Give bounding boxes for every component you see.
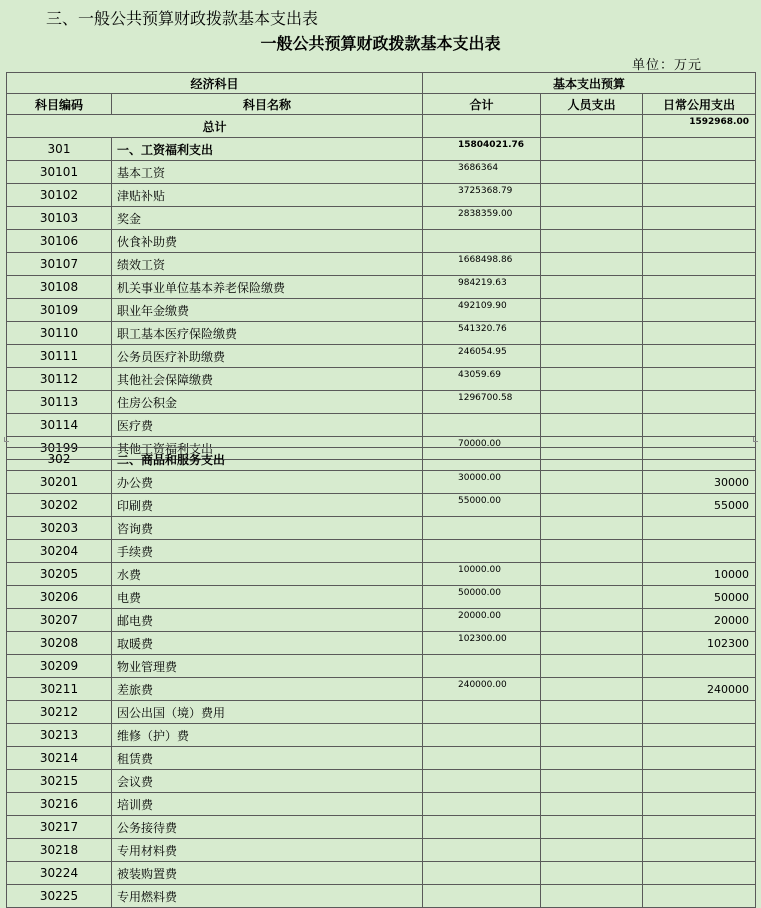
table-row bbox=[7, 563, 756, 586]
row-personnel bbox=[541, 184, 643, 207]
row-code: 30213 bbox=[7, 724, 112, 747]
row-name: 二、商品和服务支出 bbox=[112, 448, 423, 471]
row-code: 30215 bbox=[7, 770, 112, 793]
row-personnel bbox=[541, 655, 643, 678]
row-daily bbox=[643, 517, 756, 540]
row-personnel bbox=[541, 609, 643, 632]
grand-total-personnel bbox=[541, 115, 643, 138]
table-row bbox=[7, 632, 756, 655]
row-name: 津贴补贴 bbox=[112, 184, 423, 207]
row-total bbox=[423, 747, 541, 770]
row-total bbox=[423, 540, 541, 563]
row-code: 30203 bbox=[7, 517, 112, 540]
grand-total-total bbox=[423, 115, 541, 138]
row-personnel bbox=[541, 230, 643, 253]
row-daily bbox=[643, 540, 756, 563]
header-code: 科目编码 bbox=[7, 94, 112, 115]
row-code: 302 bbox=[7, 448, 112, 471]
row-daily bbox=[643, 747, 756, 770]
row-daily bbox=[643, 862, 756, 885]
row-total bbox=[423, 816, 541, 839]
row-daily bbox=[643, 793, 756, 816]
row-code: 30205 bbox=[7, 563, 112, 586]
row-total: 102300.00 bbox=[423, 632, 541, 655]
row-code: 30202 bbox=[7, 494, 112, 517]
row-code: 30211 bbox=[7, 678, 112, 701]
row-daily bbox=[643, 207, 756, 230]
row-total: 50000.00 bbox=[423, 586, 541, 609]
row-name: 职工基本医疗保险缴费 bbox=[112, 322, 423, 345]
row-personnel bbox=[541, 724, 643, 747]
header-name: 科目名称 bbox=[112, 94, 423, 115]
row-total: 20000.00 bbox=[423, 609, 541, 632]
crop-mark-left bbox=[4, 437, 9, 442]
header-budget: 基本支出预算 bbox=[423, 73, 756, 94]
table-row bbox=[7, 138, 756, 161]
row-total bbox=[423, 701, 541, 724]
row-total: 541320.76 bbox=[423, 322, 541, 345]
row-total: 3686364 bbox=[423, 161, 541, 184]
row-daily: 55000 bbox=[643, 494, 756, 517]
row-personnel bbox=[541, 448, 643, 471]
row-name: 住房公积金 bbox=[112, 391, 423, 414]
row-name: 因公出国（境）费用 bbox=[112, 701, 423, 724]
row-name: 租赁费 bbox=[112, 747, 423, 770]
row-total: 3725368.79 bbox=[423, 184, 541, 207]
row-name: 绩效工资 bbox=[112, 253, 423, 276]
table-row bbox=[7, 770, 756, 793]
table-row bbox=[7, 701, 756, 724]
row-personnel bbox=[541, 816, 643, 839]
row-code: 30112 bbox=[7, 368, 112, 391]
row-daily bbox=[643, 184, 756, 207]
row-total bbox=[423, 517, 541, 540]
row-code: 30109 bbox=[7, 299, 112, 322]
row-total: 55000.00 bbox=[423, 494, 541, 517]
row-personnel bbox=[541, 862, 643, 885]
row-personnel bbox=[541, 494, 643, 517]
row-total: 70000.00 bbox=[423, 437, 541, 460]
table-row bbox=[7, 391, 756, 414]
table-row bbox=[7, 299, 756, 322]
row-code: 30208 bbox=[7, 632, 112, 655]
table-row bbox=[7, 747, 756, 770]
row-total: 240000.00 bbox=[423, 678, 541, 701]
row-personnel bbox=[541, 563, 643, 586]
row-daily bbox=[643, 368, 756, 391]
row-daily: 10000 bbox=[643, 563, 756, 586]
row-total: 10000.00 bbox=[423, 563, 541, 586]
expenditure-table-part1 bbox=[6, 72, 756, 460]
row-code: 30110 bbox=[7, 322, 112, 345]
table-row bbox=[7, 586, 756, 609]
row-code: 30225 bbox=[7, 885, 112, 908]
row-daily bbox=[643, 448, 756, 471]
row-name: 其他工资福利支出 bbox=[112, 437, 423, 460]
table-row bbox=[7, 517, 756, 540]
row-total: 1296700.58 bbox=[423, 391, 541, 414]
row-personnel bbox=[541, 391, 643, 414]
table-row bbox=[7, 839, 756, 862]
table-row bbox=[7, 678, 756, 701]
row-personnel bbox=[541, 839, 643, 862]
table-row bbox=[7, 345, 756, 368]
row-daily bbox=[643, 724, 756, 747]
row-code: 30214 bbox=[7, 747, 112, 770]
row-code: 30101 bbox=[7, 161, 112, 184]
row-daily bbox=[643, 816, 756, 839]
row-name: 其他社会保障缴费 bbox=[112, 368, 423, 391]
row-daily: 30000 bbox=[643, 471, 756, 494]
row-name: 奖金 bbox=[112, 207, 423, 230]
table-row bbox=[7, 816, 756, 839]
row-code: 301 bbox=[7, 138, 112, 161]
row-daily bbox=[643, 701, 756, 724]
row-daily bbox=[643, 253, 756, 276]
row-total: 15804021.76 bbox=[423, 138, 541, 161]
row-total bbox=[423, 862, 541, 885]
row-code: 30114 bbox=[7, 414, 112, 437]
table-row bbox=[7, 609, 756, 632]
row-daily bbox=[643, 322, 756, 345]
row-personnel bbox=[541, 345, 643, 368]
row-daily bbox=[643, 345, 756, 368]
row-personnel bbox=[541, 138, 643, 161]
row-code: 30206 bbox=[7, 586, 112, 609]
table-row bbox=[7, 494, 756, 517]
row-name: 水费 bbox=[112, 563, 423, 586]
table-row bbox=[7, 724, 756, 747]
row-personnel bbox=[541, 793, 643, 816]
row-name: 基本工资 bbox=[112, 161, 423, 184]
expenditure-table-part2 bbox=[6, 447, 756, 908]
table-row bbox=[7, 161, 756, 184]
table-row bbox=[7, 862, 756, 885]
row-code: 30107 bbox=[7, 253, 112, 276]
row-name: 差旅费 bbox=[112, 678, 423, 701]
crop-mark-right bbox=[753, 437, 758, 442]
header-row-columns bbox=[7, 94, 756, 115]
grand-total-label: 总计 bbox=[7, 115, 423, 138]
table-row bbox=[7, 368, 756, 391]
row-name: 印刷费 bbox=[112, 494, 423, 517]
row-daily bbox=[643, 885, 756, 908]
row-personnel bbox=[541, 540, 643, 563]
row-total bbox=[423, 793, 541, 816]
row-name: 伙食补助费 bbox=[112, 230, 423, 253]
row-code: 30216 bbox=[7, 793, 112, 816]
row-personnel bbox=[541, 885, 643, 908]
row-name: 公务接待费 bbox=[112, 816, 423, 839]
row-name: 专用燃料费 bbox=[112, 885, 423, 908]
row-personnel bbox=[541, 632, 643, 655]
row-code: 30199 bbox=[7, 437, 112, 460]
row-name: 一、工资福利支出 bbox=[112, 138, 423, 161]
table-row bbox=[7, 655, 756, 678]
row-total bbox=[423, 448, 541, 471]
row-total: 492109.90 bbox=[423, 299, 541, 322]
row-name: 邮电费 bbox=[112, 609, 423, 632]
row-personnel bbox=[541, 471, 643, 494]
row-code: 30103 bbox=[7, 207, 112, 230]
row-name: 会议费 bbox=[112, 770, 423, 793]
section-title: 三、一般公共预算财政拨款基本支出表 bbox=[46, 9, 319, 28]
row-total: 246054.95 bbox=[423, 345, 541, 368]
row-name: 公务员医疗补助缴费 bbox=[112, 345, 423, 368]
row-name: 取暖费 bbox=[112, 632, 423, 655]
page-break-gap bbox=[0, 433, 761, 445]
row-personnel bbox=[541, 161, 643, 184]
row-daily bbox=[643, 839, 756, 862]
row-code: 30209 bbox=[7, 655, 112, 678]
row-name: 医疗费 bbox=[112, 414, 423, 437]
row-daily: 240000 bbox=[643, 678, 756, 701]
row-daily: 102300 bbox=[643, 632, 756, 655]
row-personnel bbox=[541, 322, 643, 345]
row-personnel bbox=[541, 701, 643, 724]
grand-total-daily: 1592968.00 bbox=[643, 115, 756, 138]
table-row bbox=[7, 230, 756, 253]
row-code: 30224 bbox=[7, 862, 112, 885]
row-personnel bbox=[541, 747, 643, 770]
row-total: 30000.00 bbox=[423, 471, 541, 494]
table-row bbox=[7, 540, 756, 563]
header-personnel: 人员支出 bbox=[541, 94, 643, 115]
row-total: 1668498.86 bbox=[423, 253, 541, 276]
row-name: 培训费 bbox=[112, 793, 423, 816]
grand-total-row bbox=[7, 115, 756, 138]
row-daily bbox=[643, 230, 756, 253]
row-daily bbox=[643, 276, 756, 299]
table-row bbox=[7, 471, 756, 494]
row-daily: 50000 bbox=[643, 586, 756, 609]
row-code: 30218 bbox=[7, 839, 112, 862]
row-code: 30111 bbox=[7, 345, 112, 368]
row-personnel bbox=[541, 770, 643, 793]
row-personnel bbox=[541, 253, 643, 276]
row-code: 30102 bbox=[7, 184, 112, 207]
row-personnel bbox=[541, 207, 643, 230]
row-total bbox=[423, 724, 541, 747]
row-personnel bbox=[541, 276, 643, 299]
row-personnel bbox=[541, 678, 643, 701]
row-name: 被装购置费 bbox=[112, 862, 423, 885]
row-total: 984219.63 bbox=[423, 276, 541, 299]
row-daily: 20000 bbox=[643, 609, 756, 632]
header-total: 合计 bbox=[423, 94, 541, 115]
row-personnel bbox=[541, 368, 643, 391]
row-total bbox=[423, 230, 541, 253]
table-row bbox=[7, 793, 756, 816]
table-row bbox=[7, 885, 756, 908]
row-code: 30201 bbox=[7, 471, 112, 494]
row-total bbox=[423, 839, 541, 862]
row-name: 办公费 bbox=[112, 471, 423, 494]
row-name: 机关事业单位基本养老保险缴费 bbox=[112, 276, 423, 299]
header-row-group bbox=[7, 73, 756, 94]
row-name: 电费 bbox=[112, 586, 423, 609]
row-code: 30204 bbox=[7, 540, 112, 563]
row-total: 2838359.00 bbox=[423, 207, 541, 230]
table-row bbox=[7, 322, 756, 345]
unit-label: 单位：万元 bbox=[632, 58, 703, 73]
row-code: 30217 bbox=[7, 816, 112, 839]
table-row bbox=[7, 253, 756, 276]
row-code: 30212 bbox=[7, 701, 112, 724]
row-name: 咨询费 bbox=[112, 517, 423, 540]
row-daily bbox=[643, 299, 756, 322]
row-name: 维修（护）费 bbox=[112, 724, 423, 747]
row-daily bbox=[643, 138, 756, 161]
table-row bbox=[7, 184, 756, 207]
table-row bbox=[7, 276, 756, 299]
row-daily bbox=[643, 391, 756, 414]
row-personnel bbox=[541, 299, 643, 322]
table-row bbox=[7, 207, 756, 230]
row-code: 30207 bbox=[7, 609, 112, 632]
row-code: 30108 bbox=[7, 276, 112, 299]
row-daily bbox=[643, 655, 756, 678]
row-code: 30113 bbox=[7, 391, 112, 414]
row-daily bbox=[643, 770, 756, 793]
row-name: 物业管理费 bbox=[112, 655, 423, 678]
row-name: 手续费 bbox=[112, 540, 423, 563]
row-total bbox=[423, 770, 541, 793]
row-total bbox=[423, 885, 541, 908]
row-daily bbox=[643, 161, 756, 184]
row-personnel bbox=[541, 586, 643, 609]
page-title: 一般公共预算财政拨款基本支出表 bbox=[260, 34, 501, 53]
header-daily: 日常公用支出 bbox=[643, 94, 756, 115]
row-name: 专用材料费 bbox=[112, 839, 423, 862]
table-row bbox=[7, 448, 756, 471]
header-econ: 经济科目 bbox=[7, 73, 423, 94]
row-personnel bbox=[541, 517, 643, 540]
row-total: 43059.69 bbox=[423, 368, 541, 391]
row-code: 30106 bbox=[7, 230, 112, 253]
row-total bbox=[423, 655, 541, 678]
row-name: 职业年金缴费 bbox=[112, 299, 423, 322]
